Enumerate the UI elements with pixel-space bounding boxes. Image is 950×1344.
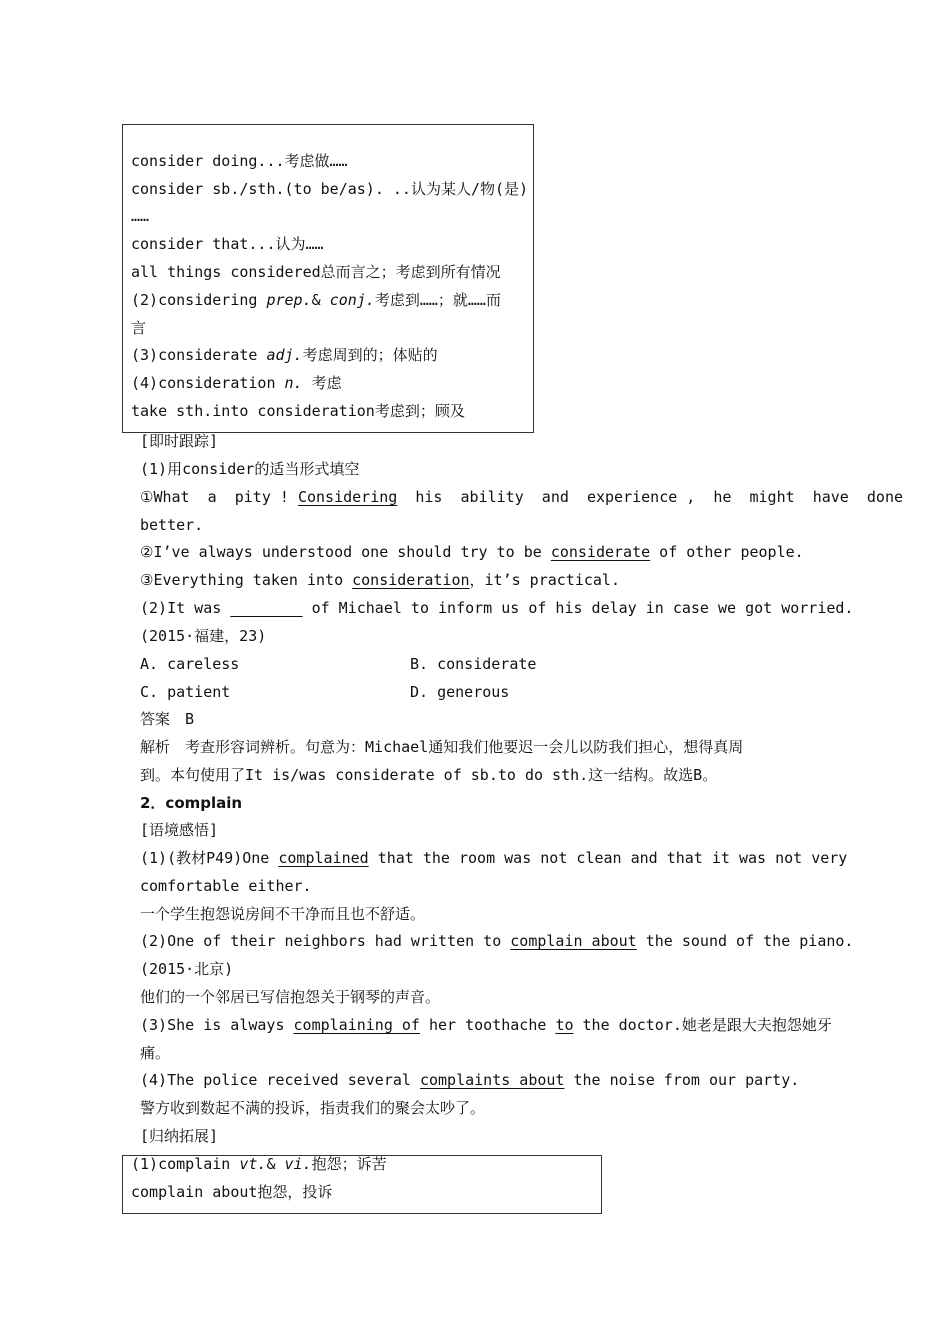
item-2: ②I’ve always understood one should try to be considerate of other people. xyxy=(140,543,804,561)
section-title-complain: 2．complain xyxy=(140,794,243,812)
box1-line-8: (3)considerate adj.考虑周到的；体贴的 xyxy=(131,346,438,364)
example-1-translation: 一个学生抱怨说房间不干净而且也不舒适。 xyxy=(140,905,426,923)
option-a: A. careless xyxy=(140,655,240,673)
example-2-source: (2015·北京) xyxy=(140,960,234,978)
box1-line-1: consider doing...考虑做…… xyxy=(131,152,348,170)
example-4-translation: 警方收到数起不满的投诉，指责我们的聚会太吵了。 xyxy=(140,1099,486,1117)
question-2: (2)It was ________ of Michael to inform us of his delay in case we got worried. xyxy=(140,599,854,617)
box1-line-10: take sth.into consideration考虑到；顾及 xyxy=(131,402,465,420)
item-1-line-1: ①What a pity ! Considering his ability and experience , he might have done xyxy=(140,488,904,506)
example-1-line-2: comfortable either. xyxy=(140,877,312,895)
heading-summary: [归纳拓展] xyxy=(140,1127,219,1145)
explanation-line-1: 解析 考查形容词辨析。句意为：Michael通知我们他要迟一会儿以防我们担心，想得真周 xyxy=(140,738,744,756)
item-3: ③Everything taken into consideration，it’s practical. xyxy=(140,571,620,589)
box1-line-9: (4)consideration n. 考虑 xyxy=(131,374,342,392)
example-1-line-1: (1)(教材P49)One complained that the room was not clean and that it was not very xyxy=(140,849,848,867)
example-2: (2)One of their neighbors had written to complain about the sound of the piano. xyxy=(140,932,854,950)
box2-line-2: complain about抱怨，投诉 xyxy=(131,1183,333,1201)
question-1-prompt: (1)用consider的适当形式填空 xyxy=(140,460,360,478)
option-d: D. generous xyxy=(410,683,510,701)
option-b: B. considerate xyxy=(410,655,537,673)
question-2-source: (2015·福建，23) xyxy=(140,627,267,645)
option-c: C. patient xyxy=(140,683,231,701)
box2-line-1: (1)complain vt.& vi.抱怨；诉苦 xyxy=(131,1155,387,1173)
example-3-line-2: 痛。 xyxy=(140,1044,171,1062)
answer: 答案 B xyxy=(140,710,195,728)
example-3-line-1: (3)She is always complaining of her toothache to the doctor.她老是跟大夫抱怨她牙 xyxy=(140,1016,832,1034)
box1-line-3: …… xyxy=(131,207,150,225)
box1-line-5: all things considered总而言之；考虑到所有情况 xyxy=(131,263,501,281)
box1-line-7: 言 xyxy=(131,319,147,337)
heading-practice: [即时跟踪] xyxy=(140,432,219,450)
box1-line-4: consider that...认为…… xyxy=(131,235,324,253)
heading-context: [语境感悟] xyxy=(140,821,219,839)
example-2-translation: 他们的一个邻居已写信抱怨关于钢琴的声音。 xyxy=(140,988,441,1006)
explanation-line-2: 到。本句使用了It is/was considerate of sb.to do sth.这一结构。故选B。 xyxy=(140,766,718,784)
box1-line-6: (2)considering prep.& conj.考虑到……；就……而 xyxy=(131,291,501,309)
example-4: (4)The police received several complaints about the noise from our party. xyxy=(140,1071,800,1089)
box1-line-2: consider sb./sth.(to be/as). ..认为某人/物(是) xyxy=(131,180,529,198)
item-1-line-2: better. xyxy=(140,516,204,534)
